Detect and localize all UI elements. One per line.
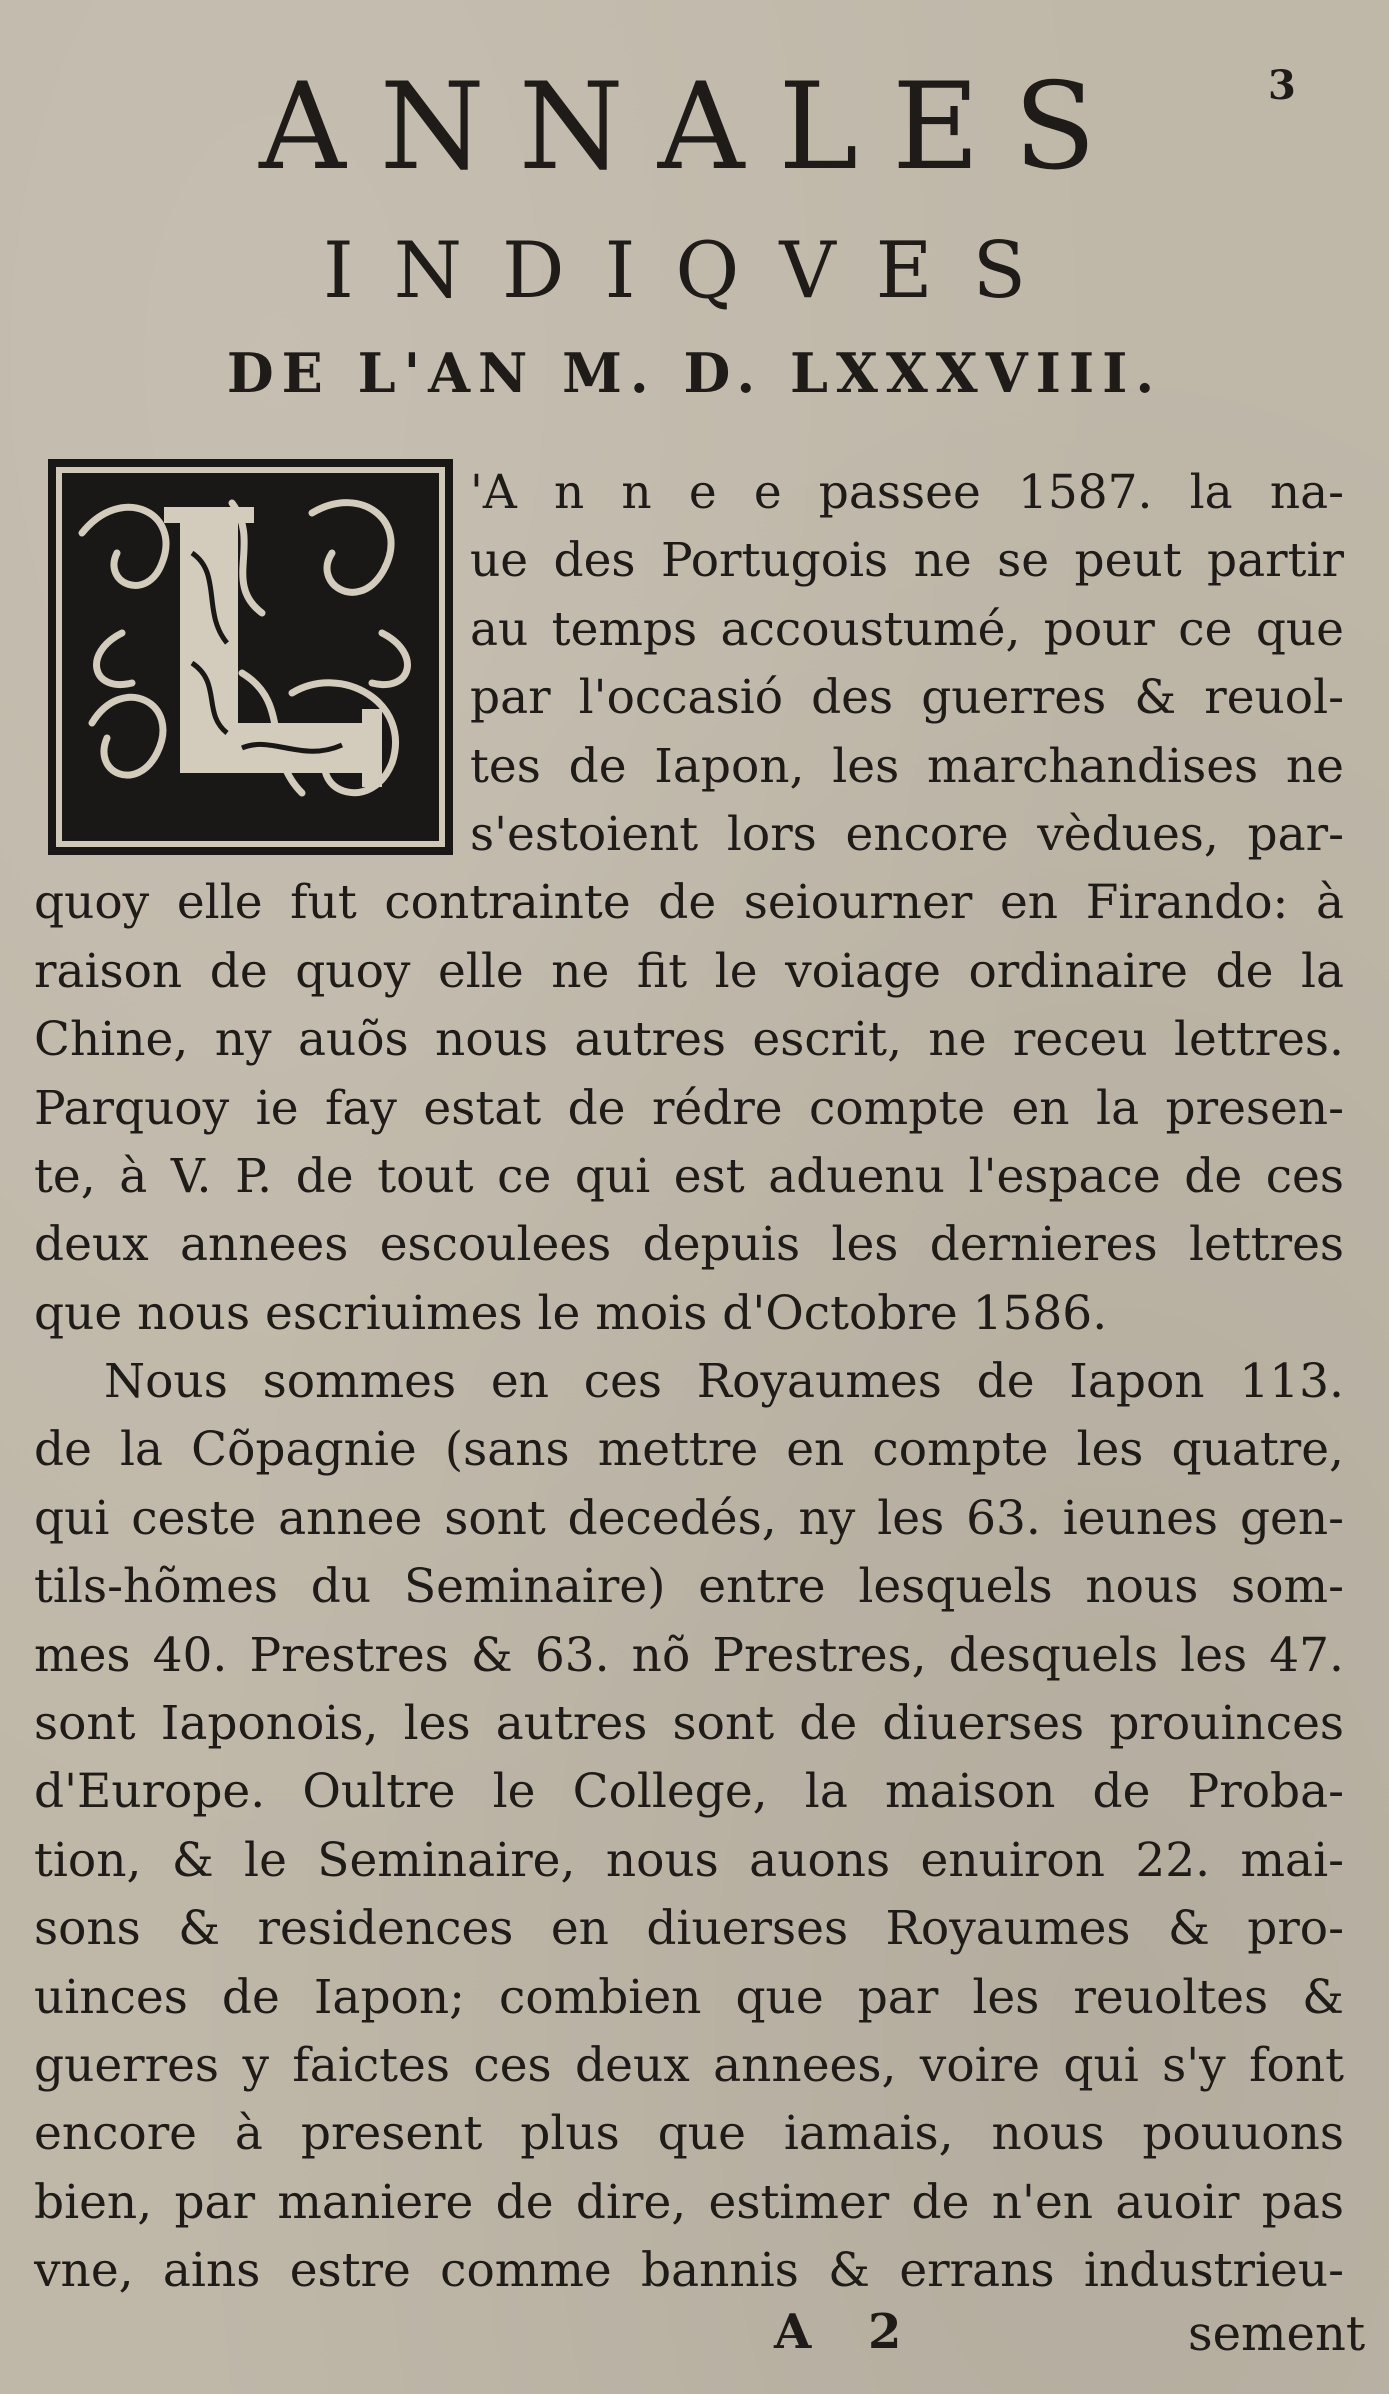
text-line: vne, ains estre comme bannis & errans industrieu- — [34, 2243, 1344, 2299]
body-text — [34, 459, 1344, 2306]
text-line: tes de Iapon, les marchandises ne — [470, 738, 1344, 794]
text-line: sons & residences en diuerses Royaumes & pro- — [34, 1901, 1344, 1957]
text-line: uinces de Iapon; combien que par les reuoltes & — [34, 1969, 1344, 2025]
year-heading: DE L'AN M. D. LXXXVIII. — [226, 341, 1163, 405]
text-line: bien, par maniere de dire, estimer de n'en auoir pas — [34, 2174, 1344, 2230]
catchword: sement — [1188, 2306, 1366, 2362]
text-line: 'A n n e e passee 1587. la na- — [470, 465, 1344, 520]
text-line: qui ceste annee sont decedés, ny les 63. ieunes gen- — [34, 1490, 1344, 1546]
text-line: Chine, ny auõs nous autres escrit, ne receu lettres. — [34, 1012, 1344, 1068]
text-line: que nous escriuimes le mois d'Octobre 1586. — [34, 1285, 1108, 1341]
text-line: Nous sommes en ces Royaumes de Iapon 113. — [104, 1354, 1344, 1410]
text-line: par l'occasió des guerres & reuol- — [470, 670, 1344, 726]
page-subtitle: INDIQVES — [322, 226, 1067, 316]
text-line: quoy elle fut contrainte de seiourner en Firando: à — [34, 875, 1344, 931]
text-line: sont Iaponois, les autres sont de diuerses prouinces — [34, 1696, 1344, 1752]
text-line: tion, & le Seminaire, nous auons enuiron 22. mai- — [34, 1832, 1344, 1888]
page-title: ANNALES — [259, 58, 1130, 197]
text-line: deux annees escoulees depuis les dernieres lettres — [34, 1217, 1344, 1273]
text-line: te, à V. P. de tout ce qui est aduenu l'espace de ces — [34, 1148, 1344, 1204]
text-line: guerres y faictes ces deux annees, voire qui s'y font — [34, 2037, 1344, 2093]
page-footer — [0, 2304, 1389, 2374]
text-line: Parquoy ie fay estat de rédre compte en la presen- — [34, 1080, 1344, 1136]
text-line: encore à present plus que iamais, nous pouuons — [34, 2106, 1344, 2162]
text-line: raison de quoy elle ne fit le voiage ordinaire de la — [34, 943, 1344, 999]
signature-mark: A 2 — [774, 2304, 922, 2360]
page-number: 3 — [1268, 62, 1296, 109]
text-line: tils-hõmes du Seminaire) entre lesquels nous som- — [34, 1559, 1344, 1615]
text-line: mes 40. Prestres & 63. nõ Prestres, desquels les 47. — [34, 1627, 1344, 1683]
text-line: au temps accoustumé, pour ce que — [470, 601, 1344, 657]
text-line: de la Cõpagnie (sans mettre en compte les quatre, — [34, 1422, 1344, 1478]
text-line: ue des Portugois ne se peut partir — [470, 533, 1344, 589]
text-line: d'Europe. Oultre le College, la maison de Proba- — [34, 1764, 1344, 1820]
text-line: s'estoient lors encore vèdues, par- — [470, 806, 1344, 862]
